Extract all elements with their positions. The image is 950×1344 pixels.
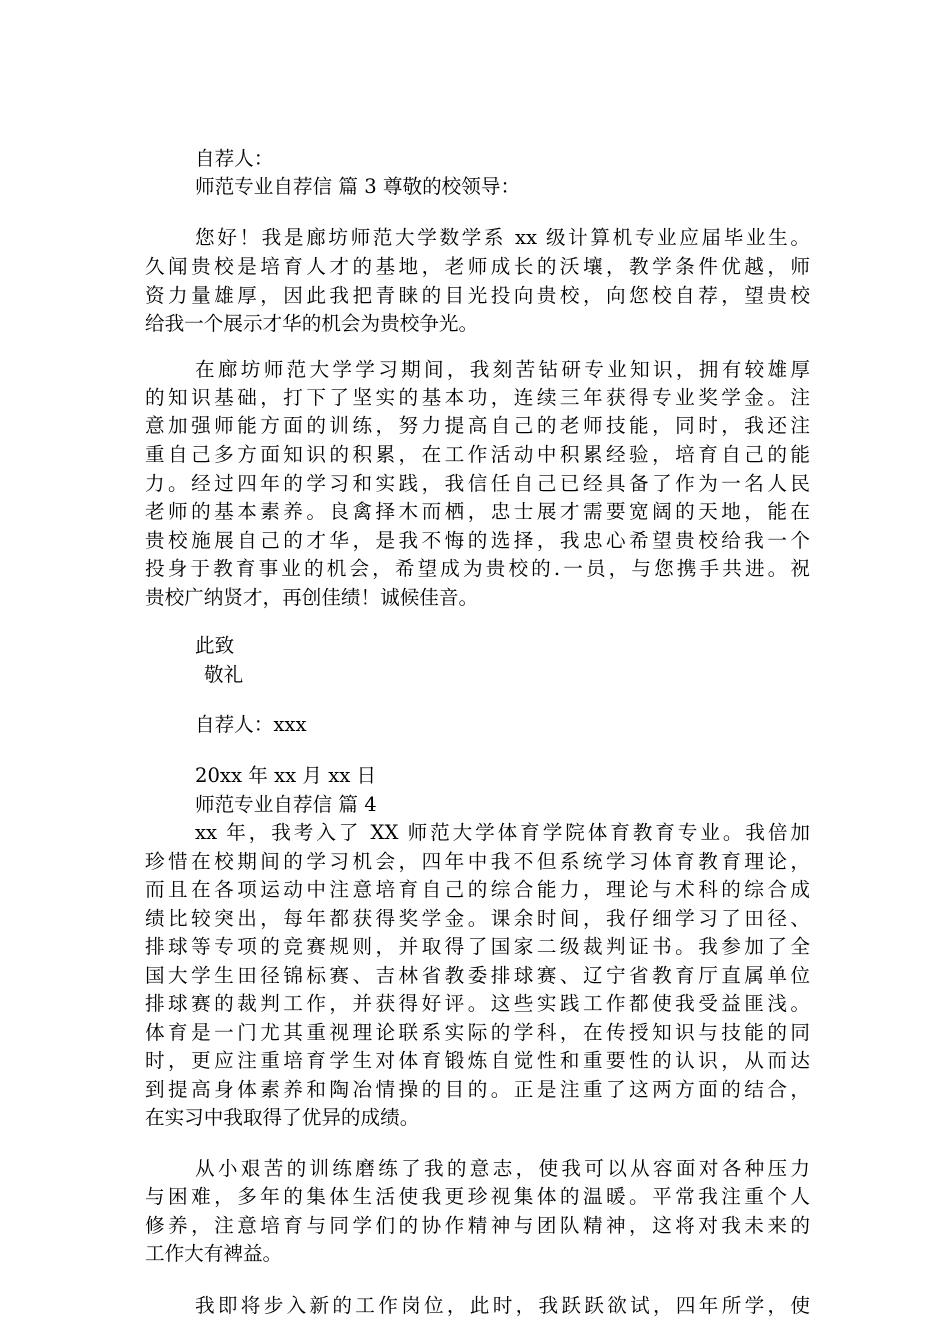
paragraph-line: 的知识基础，打下了坚实的基本功，连续三年获得专业奖学金。注	[145, 386, 810, 409]
paragraph-line: 久闻贵校是培育人才的基地，老师成长的沃壤，教学条件优越，师	[145, 255, 810, 278]
paragraph-line: 时，更应注重培育学生对体育锻炼自觉性和重要性的认识，从而达	[145, 1049, 810, 1072]
closing-salutation: 此致	[195, 634, 235, 657]
date-line: 20xx 年 xx 月 xx 日	[195, 764, 377, 787]
paragraph-line: 修养，注意培育与同学们的协作精神与团队精神，这将对我未来的	[145, 1214, 810, 1237]
paragraph-line: 贵校施展自己的才华，是我不悔的选择，我忠心希望贵校给我一个	[145, 529, 810, 552]
closing-respect: 敬礼	[204, 663, 244, 686]
paragraph-line: 与困难，多年的集体生活使我更珍视集体的温暖。平常我注重个人	[145, 1185, 810, 1208]
paragraph-line: 珍惜在校期间的学习机会，四年中我不但系统学习体育教育理论，	[145, 850, 810, 873]
paragraph-line: 在实习中我取得了优异的成绩。	[145, 1106, 420, 1129]
paragraph-line: 到提高身体素养和陶冶情操的目的。正是注重了这两方面的结合，	[145, 1078, 810, 1101]
paragraph-line: 资力量雄厚，因此我把青睐的目光投向贵校，向您校自荐，望贵校	[145, 284, 810, 307]
signature-line: 自荐人：xxx	[195, 713, 307, 736]
paragraph-line: 力。经过四年的学习和实践，我信任自己已经具备了作为一名人民	[145, 472, 810, 495]
paragraph-line: 投身于教育事业的机会，希望成为贵校的.一员，与您携手共进。祝	[145, 557, 810, 580]
paragraph-line: 我即将步入新的工作岗位，此时，我跃跃欲试，四年所学，使	[195, 1294, 810, 1317]
paragraph-line: 排球等专项的竞赛规则，并取得了国家二级裁判证书。我参加了全	[145, 935, 810, 958]
paragraph-line: 重自己多方面知识的积累，在工作活动中积累经验，培育自己的能	[145, 443, 810, 466]
paragraph-line: 国大学生田径锦标赛、吉林省教委排球赛、辽宁省教育厅直属单位	[145, 964, 810, 987]
paragraph-line: 从小艰苦的训练磨练了我的意志，使我可以从容面对各种压力	[195, 1157, 810, 1180]
paragraph-line: 排球赛的裁判工作，并获得好评。这些实践工作都使我受益匪浅。	[145, 992, 810, 1015]
paragraph-line: 绩比较突出，每年都获得奖学金。课余时间，我仔细学习了田径、	[145, 907, 810, 930]
paragraph-line: 老师的基本素养。良禽择木而栖，忠士展才需要宽阔的天地，能在	[145, 500, 810, 523]
paragraph-line: 您好！我是廊坊师范大学数学系 xx 级计算机专业应届毕业生。	[195, 226, 810, 249]
paragraph-line: 体育是一门尤其重视理论联系实际的学科，在传授知识与技能的同	[145, 1021, 810, 1044]
paragraph-line: 工作大有裨益。	[145, 1242, 283, 1265]
paragraph-line: xx 年，我考入了 XX 师范大学体育学院体育教育专业。我倍加	[195, 821, 810, 844]
paragraph-line: 意加强师能方面的训练，努力提高自己的老师技能，同时，我还注	[145, 414, 810, 437]
signature-label: 自荐人：	[195, 147, 274, 170]
section-heading-3: 师范专业自荐信 篇 3 尊敬的校领导：	[195, 175, 521, 198]
paragraph-line: 而且在各项运动中注意培育自己的综合能力，理论与术科的综合成	[145, 878, 810, 901]
paragraph-line: 贵校广纳贤才，再创佳绩！诚候佳音。	[145, 586, 479, 609]
paragraph-line: 给我一个展示才华的机会为贵校争光。	[145, 312, 479, 335]
section-heading-4: 师范专业自荐信 篇 4	[195, 793, 377, 816]
paragraph-line: 在廊坊师范大学学习期间，我刻苦钻研专业知识，拥有较雄厚	[195, 358, 810, 381]
